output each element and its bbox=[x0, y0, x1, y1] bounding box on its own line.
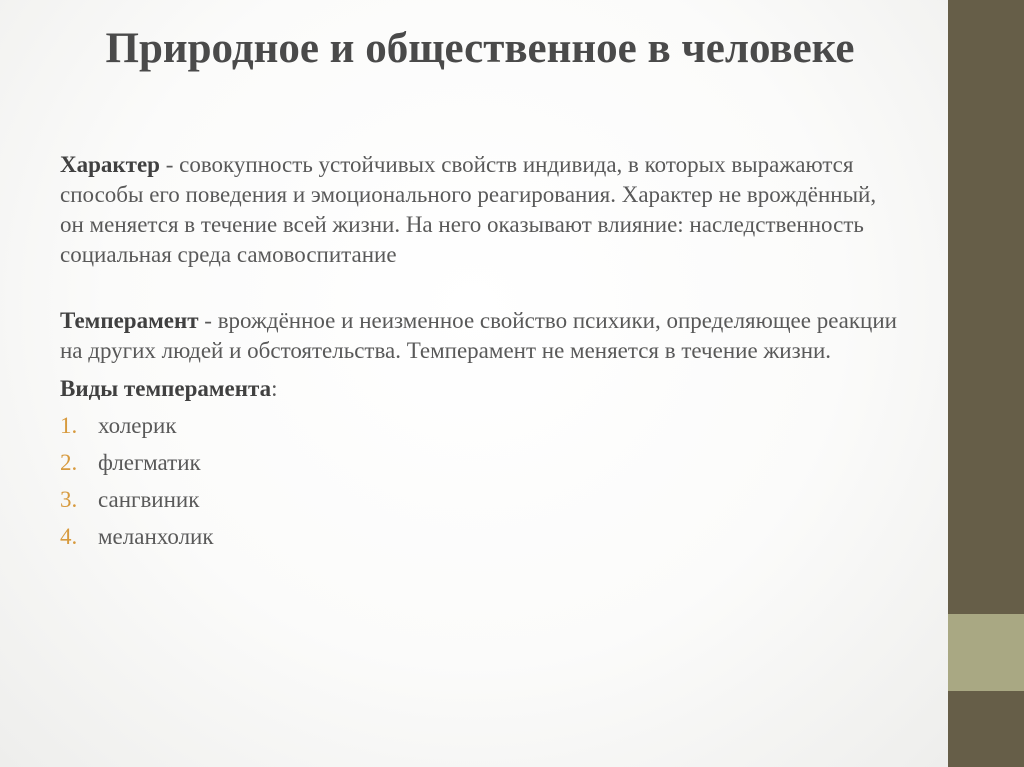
temperament-paragraph bbox=[60, 306, 900, 366]
list-label: флегматик bbox=[98, 450, 201, 475]
character-text: - совокупность устойчивых свойств индивида, в которых выражаются способы его поведения и эмоционального реагирования. Характер не врождённый, он меняется в течение всей жизни. На него оказывают влияние: наследственность социальная среда самовоспитание bbox=[60, 152, 877, 267]
list-label: холерик bbox=[98, 413, 177, 438]
paragraph-spacer bbox=[60, 270, 900, 306]
slide-body bbox=[60, 150, 900, 559]
types-heading-term: Виды темперамента bbox=[60, 376, 272, 401]
character-term: Характер bbox=[60, 152, 160, 177]
decorative-sidebar-accent bbox=[948, 614, 1024, 691]
temperament-term: Темперамент bbox=[60, 308, 199, 333]
list-number: 3. bbox=[60, 487, 78, 512]
list-item bbox=[60, 522, 900, 559]
types-heading-suffix: : bbox=[271, 376, 278, 401]
list-item bbox=[60, 411, 900, 448]
list-number: 1. bbox=[60, 413, 78, 438]
list-number: 4. bbox=[60, 524, 78, 549]
list-label: меланхолик bbox=[98, 524, 214, 549]
slide-title: Природное и общественное в человеке bbox=[105, 25, 855, 72]
temperament-types-list bbox=[60, 411, 900, 559]
list-number: 2. bbox=[60, 450, 78, 475]
list-item bbox=[60, 448, 900, 485]
temperament-text: - врождённое и неизменное свойство психики, определяющее реакции на других людей и обстоятельства. Темперамент не меняется в течение жизни. bbox=[60, 308, 897, 363]
list-item bbox=[60, 485, 900, 522]
list-label: сангвиник bbox=[98, 487, 200, 512]
character-paragraph bbox=[60, 150, 900, 270]
temperament-types-heading bbox=[60, 374, 900, 404]
